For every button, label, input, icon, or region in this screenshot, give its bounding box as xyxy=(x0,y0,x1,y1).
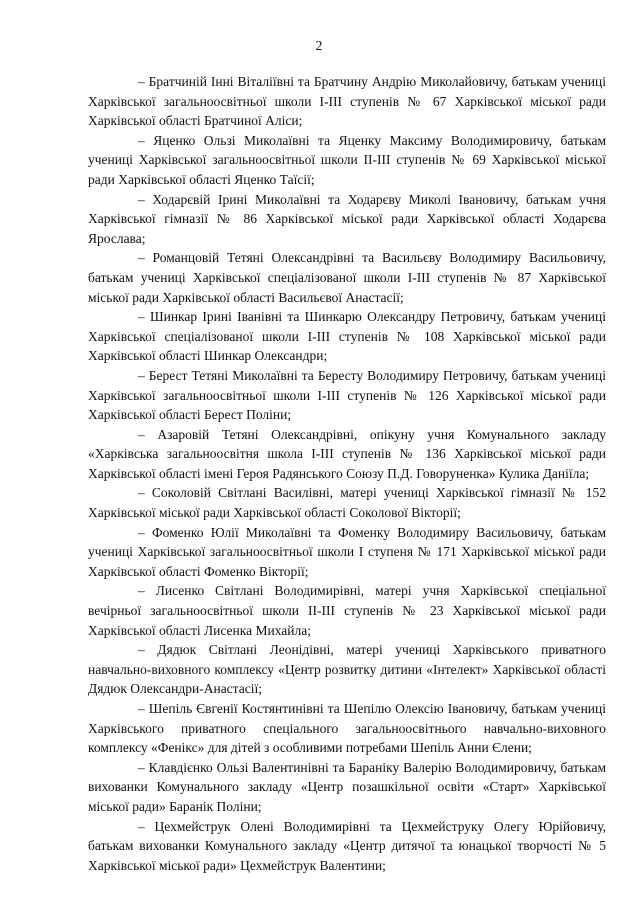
paragraph-11: – Дядюк Світлані Леонідівні, матері учениці Харківського приватного навчально-виховного комплексу «Центр розвитку дитини «Інтелект» Харківської області Дядюк Олександри-Анастасії; xyxy=(88,642,606,697)
document-body xyxy=(88,72,606,875)
paragraph-14: – Цехмейструк Олені Володимирівні та Цехмейструку Олегу Юрійовичу, батькам вихованки Комунального закладу «Центр дитячої та юнацької творчості № 5 Харківської міської ради» Цехмейструк Валентини; xyxy=(88,818,606,873)
paragraph-7: – Азаровій Тетяні Олександрівні, опікуну учня Комунального закладу «Харківська загальноосвітня школа І-ІІІ ступенів № 136 Харківської міської ради Харківської області імені Героя Радянського Союзу П.Д. Говоруненка» Кулика Даніїла; xyxy=(88,426,606,481)
paragraph-10: – Лисенко Світлані Володимирівні, матері учня Харківської спеціальної вечірньої загальноосвітньої школи ІІ-ІІІ ступенів № 23 Харківської міської ради Харківської області Лисенка Михайла; xyxy=(88,583,606,638)
paragraph-5: – Шинкар Ірині Іванівні та Шинкарю Олександру Петровичу, батькам учениці Харківської спеціалізованої школи І-ІІІ ступенів № 108 Харківської міської ради Харківської області Шинкар Олександри; xyxy=(88,309,606,364)
page-number: 2 xyxy=(315,38,323,53)
paragraph-2: – Яценко Ользі Миколаївні та Яценку Максиму Володимировичу, батькам учениці Харківської загальноосвітньої школи ІІ-ІІІ ступенів № 69 Харківської міської ради Харківської області Яценко Таїсії; xyxy=(88,132,606,187)
paragraph-9: – Фоменко Юлії Миколаївні та Фоменку Володимиру Васильовичу, батькам учениці Харківської загальноосвітньої школи І ступеня № 171 Харківської міської ради Харківської області Фоменко Вікторії; xyxy=(88,524,606,579)
paragraph-13: – Клавдієнко Ользі Валентинівні та Бараніку Валерію Володимировичу, батькам вихованки Комунального закладу «Центр позашкільної освіти «Старт» Харківської міської ради» Баранік Поліни; xyxy=(88,759,606,814)
paragraph-1: – Братчиній Інні Віталіївні та Братчину Андрію Миколайовичу, батькам учениці Харківської загальноосвітньої школи І-ІІІ ступенів № 67 Харківської міської ради Харківської області Братчиної Аліси; xyxy=(88,74,606,129)
paragraph-4: – Романцовій Тетяні Олександрівні та Васильєву Володимиру Васильовичу, батькам учениці Харківської спеціалізованої школи І-ІІІ ступенів № 87 Харківської міської ради Харківської області Васильєвої Анастасії; xyxy=(88,250,606,305)
paragraph-8: – Соколовій Світлані Василівні, матері учениці Харківської гімназії № 152 Харківської міської ради Харківської області Соколової Вікторії; xyxy=(88,485,606,521)
paragraph-3: – Ходарєвій Ірині Миколаївні та Ходарєву Миколі Івановичу, батькам учня Харківської гімназії № 86 Харківської міської ради Харківської області Ходарєва Ярослава; xyxy=(88,191,606,246)
paragraph-6: – Берест Тетяні Миколаївні та Бересту Володимиру Петровичу, батькам учениці Харківської загальноосвітньої школи І-ІІІ ступенів № 126 Харківської міської ради Харківської області Берест Поліни; xyxy=(88,367,606,423)
paragraph-12: – Шепіль Євгенії Костянтинівні та Шепілю Олексію Івановичу, батькам учениці Харківського приватного спеціального загальноосвітнього навчально-виховного комплексу «Фенікс» для дітей з особливими потребами Шепіль Анни Єлени; xyxy=(88,701,606,756)
